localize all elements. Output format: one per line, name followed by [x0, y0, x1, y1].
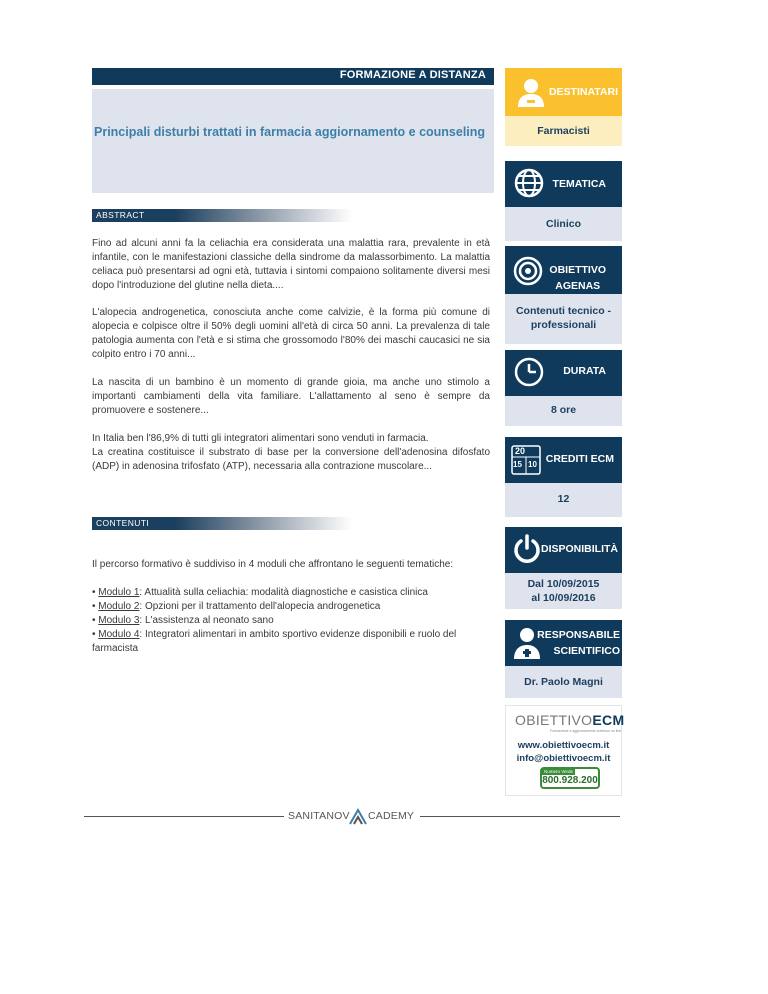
- academy-emblem-icon: [348, 808, 368, 826]
- footer-divider-left: [84, 816, 284, 817]
- module-1-text: : Attualità sulla celiachia: modalità diagnostiche e casistica clinica: [139, 587, 428, 598]
- responsabile-header: [505, 620, 622, 666]
- obiettivo-label-line1: OBIETTIVO: [549, 264, 606, 276]
- logo-brand-part: OBIETTIVO: [515, 712, 593, 728]
- obiettivoecm-logo-box: [505, 705, 625, 796]
- crediti-value: 12: [505, 483, 622, 517]
- target-icon: [513, 256, 543, 286]
- bullet: •: [92, 587, 99, 598]
- disponibilita-label: DISPONIBILITÀ: [540, 543, 618, 555]
- clock-icon: [513, 356, 545, 388]
- responsabile-value: Dr. Paolo Magni: [505, 666, 622, 698]
- sanitanova-academy-logo: [288, 808, 418, 826]
- contenuti-intro: Il percorso formativo è suddiviso in 4 moduli che affrontano le seguenti tematiche:: [92, 559, 454, 570]
- destinatari-label: DESTINATARI: [548, 86, 618, 98]
- disponibilita-value: [505, 573, 622, 609]
- numero-verde-caption: Numero Verde: [544, 769, 574, 774]
- phone-number: 800.928.200: [542, 775, 598, 786]
- bullet: •: [92, 601, 99, 612]
- module-3-text: : L'assistenza al neonato sano: [139, 615, 274, 626]
- header-bar: [92, 68, 494, 85]
- tematica-value: Clinico: [505, 207, 622, 241]
- list-item: [92, 614, 492, 628]
- durata-label: DURATA: [563, 365, 606, 377]
- footer-brand-part: CADEMY: [368, 810, 415, 822]
- power-icon: [511, 533, 543, 565]
- email-link[interactable]: info@obiettivoecm.it: [516, 753, 611, 764]
- calendar-number: 20: [515, 446, 526, 456]
- person-icon: [515, 76, 547, 108]
- crediti-label: CREDITI ECM: [545, 453, 614, 465]
- responsabile-label-line1: RESPONSABILE: [537, 629, 620, 641]
- obiettivo-label: [549, 262, 606, 294]
- contenuti-label: CONTENUTI: [96, 518, 150, 528]
- obiettivo-value: [505, 294, 622, 344]
- footer-divider-right: [420, 816, 620, 817]
- tematica-header: [505, 161, 622, 207]
- abstract-paragraph-integratori-intro: In Italia ben l'86,9% di tutti gli integratori alimentari sono venduti in farmacia.: [92, 433, 429, 444]
- destinatari-value: Farmacisti: [505, 116, 622, 146]
- title-panel: [92, 89, 494, 193]
- destinatari-header: [505, 68, 622, 116]
- globe-icon: [513, 167, 545, 199]
- disponibilita-to: al 10/09/2016: [531, 592, 596, 604]
- module-3-link[interactable]: Modulo 3: [98, 615, 140, 626]
- crediti-header: [505, 437, 622, 483]
- module-1-link[interactable]: Modulo 1: [98, 587, 140, 598]
- abstract-paragraph-celiachia: Fino ad alcuni anni fa la celiachia era considerata una malattia rara, prevalente in età infantile, con le manifestazioni classiche della sindrome da malassorbimento. La malattia celiaca può presentarsi ad ogni età, tuttavia i sintomi compaiono solitamente diversi mesi dopo l'introduzione del glutine nella dieta....: [92, 238, 490, 291]
- disponibilita-header: [505, 527, 622, 573]
- durata-header: [505, 350, 622, 396]
- obiettivo-value-line2: professionali: [530, 319, 597, 331]
- tematica-label: TEMATICA: [552, 178, 606, 190]
- abstract-paragraph-integratori: La creatina costituisce il substrato di base per la conversione dell'adenosina difosfato (ADP) in adenosina trifosfato (ATP), necessaria alla contrazione muscolare...: [92, 447, 490, 472]
- logo-brand-part: ECM: [592, 712, 625, 728]
- disponibilita-from: Dal 10/09/2015: [527, 578, 600, 590]
- module-2-link[interactable]: Modulo 2: [98, 601, 140, 612]
- course-title: Principali disturbi trattati in farmacia aggiornamento e counseling: [94, 125, 486, 139]
- abstract-label: ABSTRACT: [96, 210, 145, 220]
- responsabile-label-line2: SCIENTIFICO: [553, 645, 620, 657]
- module-4-text: : Integratori alimentari in ambito sportivo evidenze disponibili e ruolo del farmacista: [92, 629, 457, 654]
- calendar-number: 15: [513, 460, 522, 469]
- list-item: [92, 600, 492, 614]
- module-4-link[interactable]: Modulo 4: [98, 629, 140, 640]
- footer-brand-part: SANITANOV: [288, 810, 350, 822]
- module-list: [92, 586, 492, 656]
- obiettivoecm-logo: [515, 712, 624, 728]
- module-2-text: : Opzioni per il trattamento dell'alopecia androgenetica: [139, 601, 381, 612]
- list-item: [92, 586, 492, 600]
- responsabile-label: [537, 627, 620, 659]
- calendar-number: 10: [528, 460, 537, 469]
- calendar-icon: [511, 445, 541, 475]
- abstract-paragraph-neonato: La nascita di un bambino è un momento di grande gioia, ma anche uno stimolo a importanti cambiamenti della vita familiare. L'allattamento al seno è sempre da promuovere e sostenere...: [92, 377, 490, 416]
- list-item: [92, 628, 492, 656]
- obiettivo-header: [505, 246, 622, 294]
- logo-tagline: Formazione e aggiornamento continuo on line: [550, 729, 622, 733]
- abstract-section-bar: [92, 209, 352, 222]
- abstract-paragraph-alopecia: L'alopecia androgenetica, conosciuta anche come calvizie, è la forma più comune di alopecia e colpisce oltre il 50% degli uomini all'età di circa 50 anni. La prevalenza di tale patologia aumenta con l'età e si stima che grossomodo l'80% dei maschi caucasici ne sia colpito entro i 70 anni...: [92, 307, 490, 360]
- obiettivo-label-line2: AGENAS: [555, 280, 601, 292]
- obiettivo-value-line1: Contenuti tecnico -: [515, 305, 612, 317]
- bullet: •: [92, 629, 99, 640]
- contenuti-section-bar: [92, 517, 352, 530]
- header-label: FORMAZIONE A DISTANZA: [339, 69, 486, 81]
- bullet: •: [92, 615, 99, 626]
- durata-value: 8 ore: [505, 396, 622, 426]
- website-link[interactable]: www.obiettivoecm.it: [517, 740, 610, 751]
- numero-verde-badge[interactable]: [540, 767, 600, 789]
